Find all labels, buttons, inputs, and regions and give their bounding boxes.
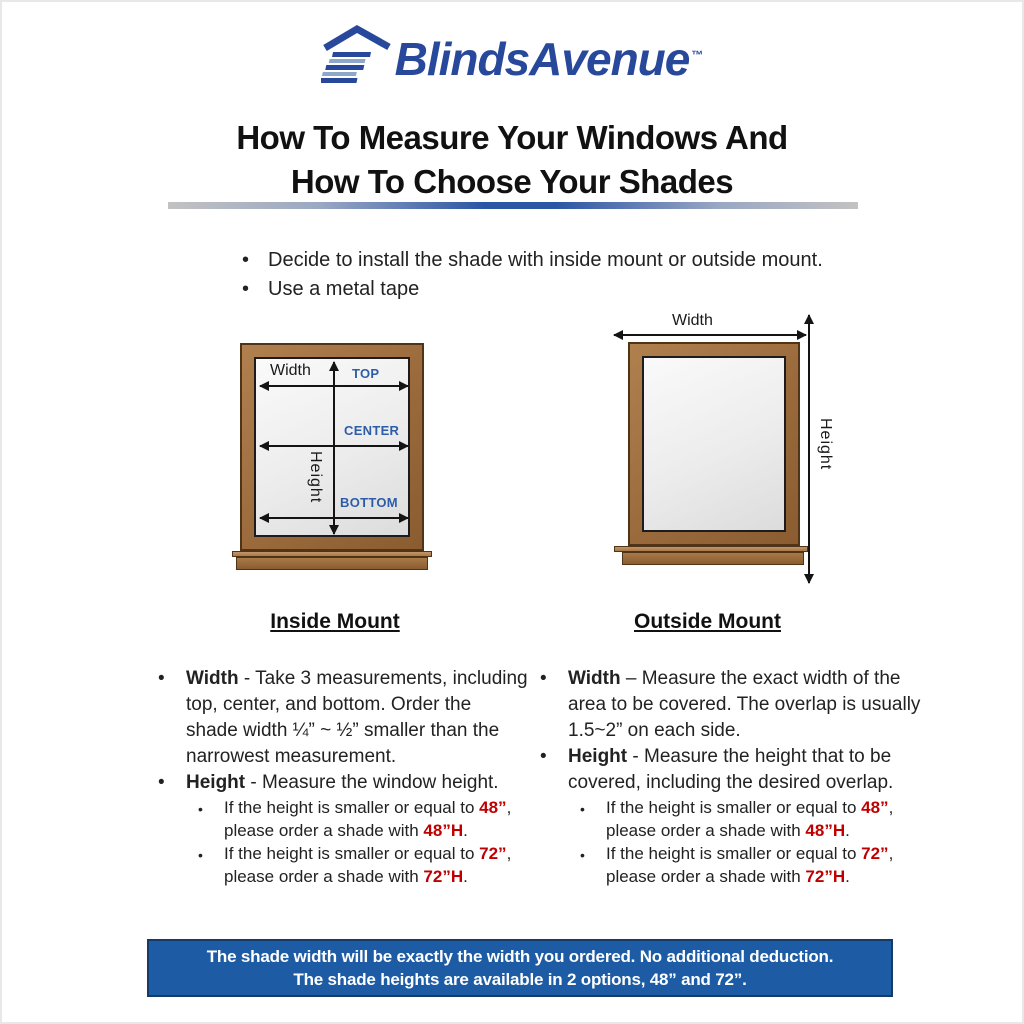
blinds-house-icon — [321, 24, 393, 86]
inside-rule-48 — [196, 796, 528, 842]
rule-prefix: If the height is smaller or equal to — [606, 844, 862, 863]
outside-mount-heading: Outside Mount — [634, 610, 781, 633]
footer-line1: The shade width will be exactly the width you ordered. No additional deduction. — [206, 947, 834, 966]
rule-limit: 48” — [861, 798, 889, 817]
inside-height-bullet — [150, 770, 528, 796]
blinds-house-icon-svg — [321, 24, 393, 86]
rule-suffix: . — [463, 867, 468, 886]
outside-width-bullet — [532, 666, 924, 744]
inside-sill — [236, 557, 428, 570]
outside-width-arrow — [614, 334, 806, 336]
inside-width-text: - Take 3 measurements, including top, center, and bottom. Order the shade width ¼” ~ ½” smaller than the narrowest measurement. — [186, 668, 528, 767]
outside-window-pane — [642, 356, 786, 532]
rule-value: 72”H — [423, 867, 464, 886]
intro-bullet-list — [236, 246, 916, 304]
outside-sill — [622, 552, 804, 565]
rule-value: 48”H — [423, 821, 464, 840]
outside-rule-72 — [578, 842, 924, 888]
inside-width-lead: Width — [186, 668, 239, 689]
outside-mount-instructions — [532, 666, 924, 888]
page-title — [0, 116, 1024, 204]
page-title-line2: How To Choose Your Shades — [290, 163, 734, 200]
outside-height-label: Height — [817, 418, 834, 471]
inside-height-arrow — [333, 362, 335, 534]
page-title-line1: How To Measure Your Windows And — [236, 119, 788, 156]
inside-window-frame — [240, 343, 424, 551]
brand-logo — [0, 24, 1024, 86]
rule-limit: 72” — [479, 844, 507, 863]
outside-height-bullet — [532, 744, 924, 796]
inside-height-label: Height — [307, 451, 324, 504]
inside-mount-heading: Inside Mount — [270, 610, 400, 633]
inside-width-label: Width — [270, 362, 311, 379]
rule-suffix: . — [845, 867, 850, 886]
trademark-symbol: ™ — [691, 48, 704, 62]
brand-name: BlindsAvenue — [394, 33, 690, 85]
rule-value: 48”H — [805, 821, 846, 840]
rule-limit: 72” — [861, 844, 889, 863]
outside-rule-48 — [578, 796, 924, 842]
rule-mid: , please order a shade with — [606, 798, 894, 840]
outside-height-text: - Measure the height that to be covered, including the desired overlap. — [568, 746, 894, 793]
gradient-divider — [168, 202, 858, 209]
intro-bullet-mount: • Decide to install the shade with inside mount or outside mount. — [236, 246, 916, 275]
center-label: CENTER — [344, 423, 400, 438]
rule-prefix: If the height is smaller or equal to — [606, 798, 862, 817]
outside-height-arrow — [808, 315, 810, 583]
rule-limit: 48” — [479, 798, 507, 817]
rule-prefix: If the height is smaller or equal to — [224, 844, 480, 863]
bottom-label: BOTTOM — [340, 495, 398, 510]
outside-window-frame — [628, 342, 800, 546]
inside-width-bullet — [150, 666, 528, 770]
outside-width-label: Width — [672, 312, 713, 329]
inside-mount-instructions — [150, 666, 528, 888]
intro-bullet-tape: • Use a metal tape — [236, 275, 916, 304]
inside-window-pane — [254, 357, 410, 537]
inside-height-lead: Height — [186, 772, 246, 793]
rule-mid: , please order a shade with — [224, 798, 512, 840]
rule-value: 72”H — [805, 867, 846, 886]
footer-line2: The shade heights are available in 2 options, 48” and 72”. — [293, 970, 747, 989]
top-label: TOP — [352, 366, 380, 381]
rule-prefix: If the height is smaller or equal to — [224, 798, 480, 817]
outside-width-text: – Measure the exact width of the area to be covered. The overlap is usually 1.5~2” on each side. — [568, 668, 921, 741]
rule-suffix: . — [845, 821, 850, 840]
outside-height-lead: Height — [568, 746, 628, 767]
inside-height-text: - Measure the window height. — [245, 772, 499, 793]
outside-width-lead: Width — [568, 668, 621, 689]
rule-mid: , please order a shade with — [606, 844, 894, 886]
rule-mid: , please order a shade with — [224, 844, 512, 886]
rule-suffix: . — [463, 821, 468, 840]
footer-banner — [147, 939, 893, 997]
inside-rule-72 — [196, 842, 528, 888]
